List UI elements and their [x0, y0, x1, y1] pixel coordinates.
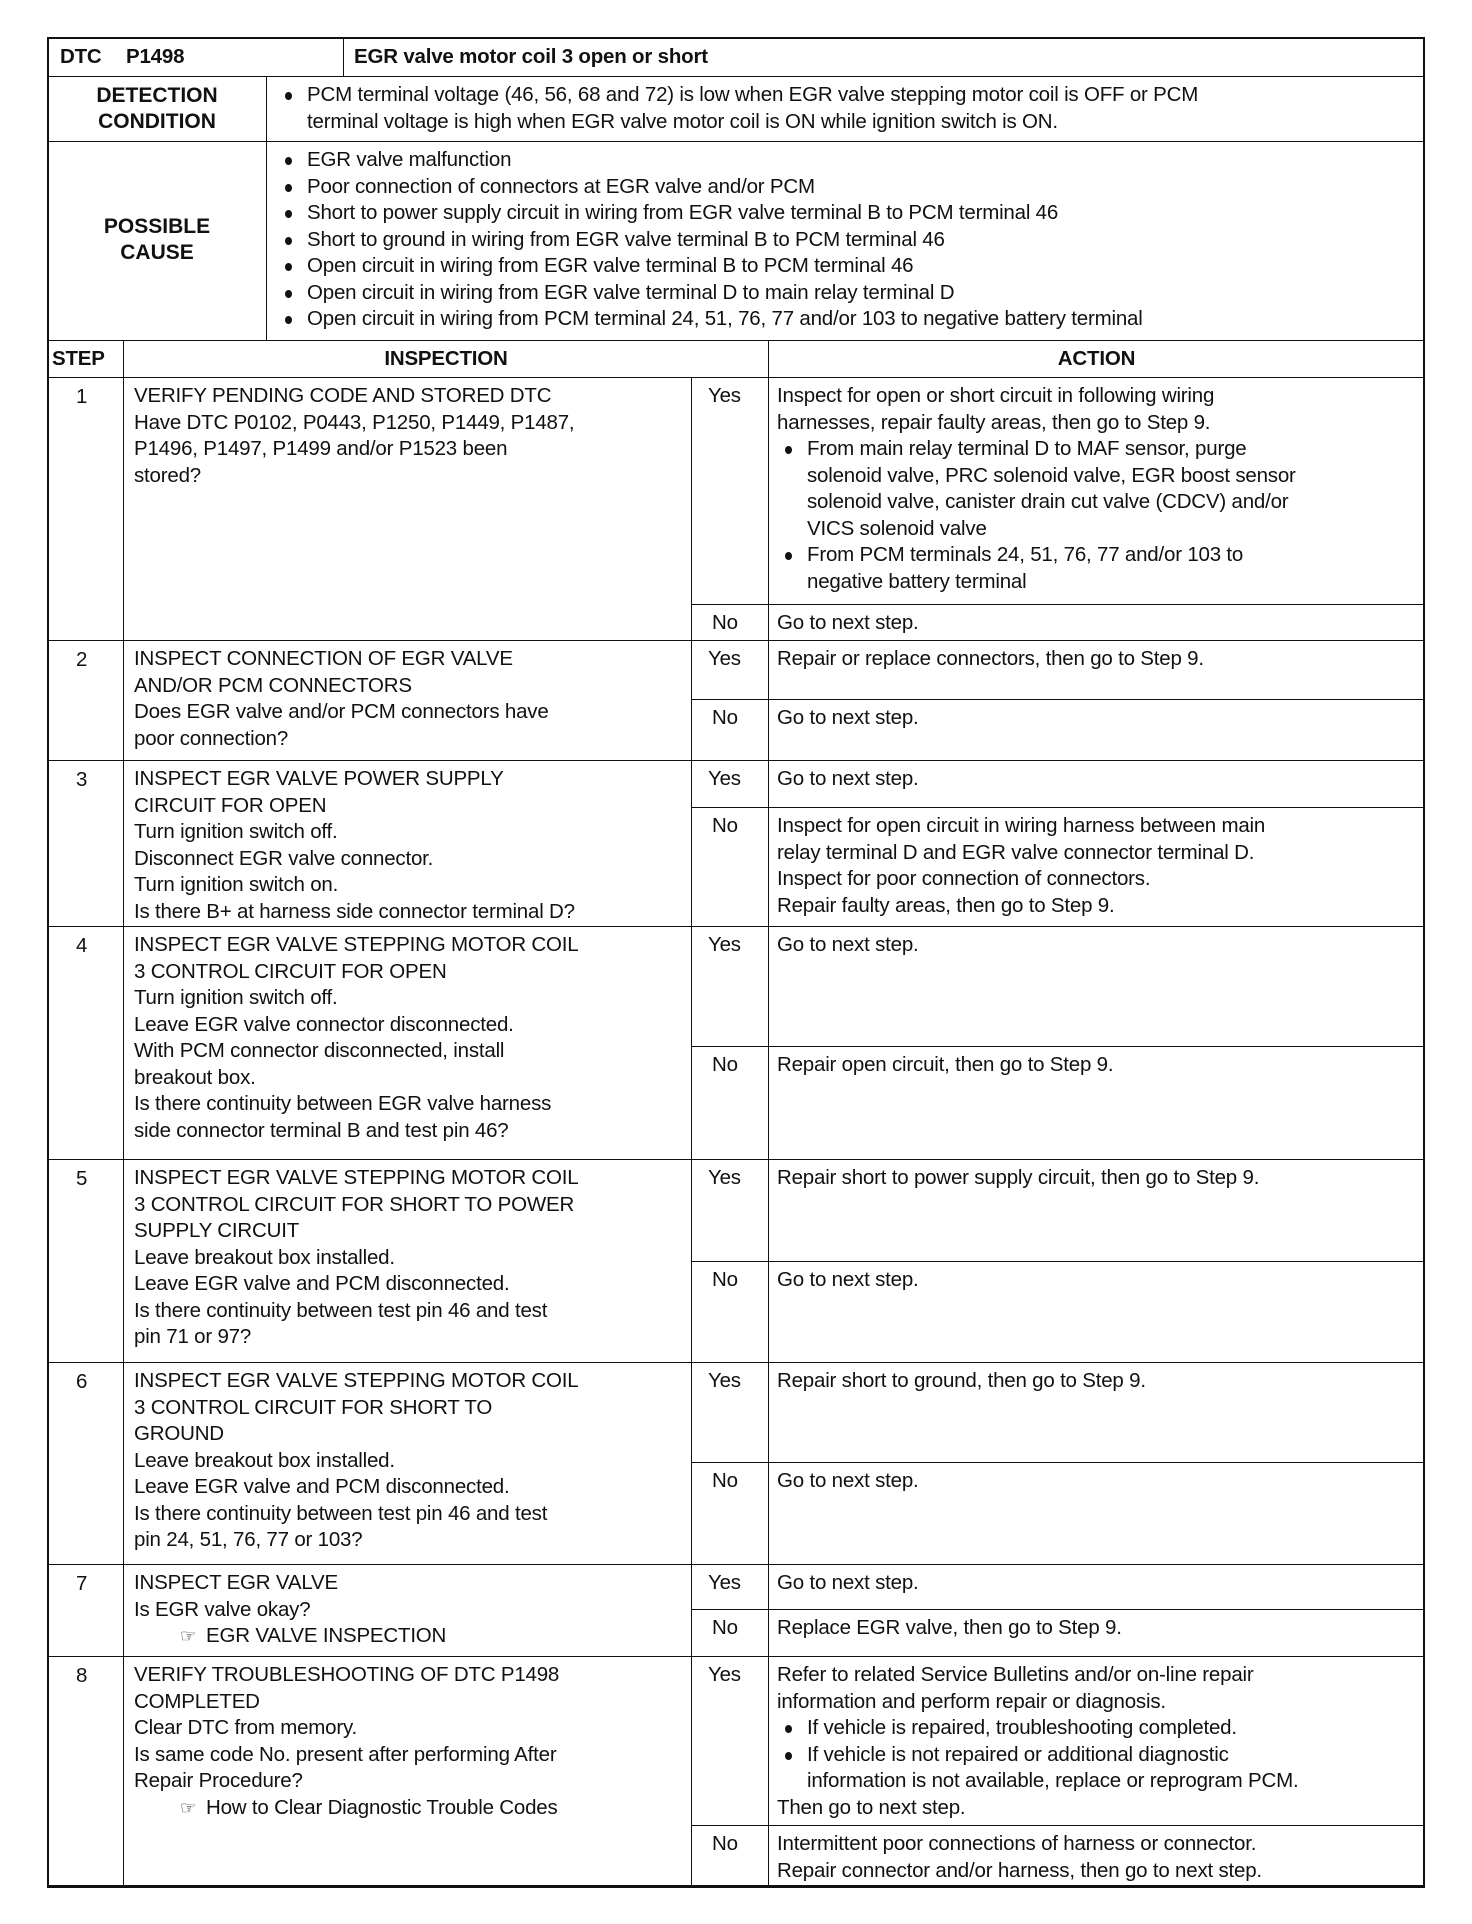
pointing-hand-icon: ☞	[180, 1797, 196, 1818]
text-line: negative battery terminal	[807, 569, 1027, 593]
no-label: No	[712, 611, 738, 634]
action-column-header: ACTION	[1057, 347, 1136, 370]
no-label-cell	[691, 1046, 769, 1160]
text-line: Leave breakout box installed.	[134, 1245, 395, 1269]
text-line: COMPLETED	[134, 1689, 260, 1713]
no-label: No	[712, 814, 738, 837]
yes-action-cell	[768, 1564, 1425, 1610]
yes-label-cell	[691, 760, 769, 808]
text-line: Replace EGR valve, then go to Step 9.	[777, 1616, 1122, 1639]
text-line: Go to next step.	[777, 1268, 919, 1291]
step-header-cell	[47, 340, 124, 378]
dtc-title-cell	[343, 37, 1425, 77]
text-line: 3 CONTROL CIRCUIT FOR SHORT TO	[134, 1395, 493, 1419]
text-line: INSPECT EGR VALVE STEPPING MOTOR COIL	[134, 933, 579, 956]
inspection-cell	[123, 1656, 692, 1888]
step-column-header: STEP	[52, 347, 105, 370]
pointing-hand-icon: ☞	[180, 1626, 196, 1646]
text-line: VERIFY PENDING CODE AND STORED DTC	[134, 384, 552, 407]
text-line: Leave EGR valve and PCM disconnected.	[134, 1475, 510, 1498]
no-label-cell	[691, 699, 769, 761]
no-action-text	[777, 1831, 1262, 1884]
text-line: P1496, P1497, P1499 and/or P1523 been	[134, 437, 508, 460]
text-line: AND/OR PCM CONNECTORS	[134, 673, 412, 697]
dtc-code: P1498	[126, 45, 185, 68]
text-line: Leave EGR valve connector disconnected.	[134, 1012, 514, 1036]
step-number-cell	[47, 1564, 124, 1657]
text-line: Is there continuity between test pin 46 and test	[134, 1298, 548, 1322]
no-action-cell	[768, 604, 1425, 641]
text-line: Go to next step.	[777, 1469, 919, 1492]
text-line: Repair Procedure?	[134, 1769, 303, 1792]
inspection-column-header: INSPECTION	[384, 347, 508, 370]
bullet-line: Open circuit in wiring from EGR valve terminal B to PCM terminal 46	[277, 253, 1143, 280]
inspection-cell	[123, 377, 692, 641]
inspection-cell	[123, 1159, 692, 1363]
step-number-cell	[47, 377, 124, 641]
text-line: Go to next step.	[777, 933, 919, 956]
yes-action-text	[777, 1570, 919, 1597]
text-line: VICS solenoid valve	[807, 516, 987, 540]
step-number: 4	[76, 934, 88, 957]
dtc-code-cell	[47, 37, 344, 77]
text-line: INSPECT EGR VALVE	[134, 1571, 338, 1594]
step-number: 6	[76, 1370, 88, 1393]
no-action-cell	[768, 1825, 1425, 1888]
no-label-cell	[691, 1609, 769, 1657]
text-line: Turn ignition switch off.	[134, 820, 338, 843]
yes-label-cell	[691, 1362, 769, 1463]
text-line: harnesses, repair faulty areas, then go to Step 9.	[777, 410, 1211, 434]
step-number: 5	[76, 1167, 88, 1190]
text-line: Go to next step.	[777, 767, 919, 790]
text-line: INSPECT CONNECTION OF EGR VALVE	[134, 647, 513, 670]
text-line: Repair connector and/or harness, then go to next step.	[777, 1858, 1262, 1882]
bullet-line: Poor connection of connectors at EGR valve and/or PCM	[277, 174, 1143, 201]
yes-action-cell	[768, 926, 1425, 1047]
detection-label-line: DETECTION	[96, 84, 218, 107]
inspection-text	[134, 383, 574, 489]
text-line: Turn ignition switch on.	[134, 873, 339, 896]
step-number: 8	[76, 1664, 88, 1687]
step-number-cell	[47, 926, 124, 1160]
step-number-cell	[47, 1362, 124, 1565]
step-number: 1	[76, 385, 88, 408]
text-line: Does EGR valve and/or PCM connectors have	[134, 700, 549, 723]
yes-action-text	[777, 383, 1296, 595]
yes-label-cell	[691, 640, 769, 700]
text-line: Repair or replace connectors, then go to Step 9.	[777, 647, 1204, 670]
no-action-text	[777, 813, 1265, 919]
text-line: GROUND	[134, 1422, 224, 1445]
text-line: INSPECT EGR VALVE POWER SUPPLY	[134, 767, 504, 790]
text-line: Leave EGR valve and PCM disconnected.	[134, 1272, 510, 1295]
action-header-cell	[768, 340, 1425, 378]
inspection-text	[134, 1662, 559, 1821]
no-label: No	[712, 1268, 738, 1291]
text-line: Repair short to power supply circuit, then go to Step 9.	[777, 1166, 1260, 1189]
text-line: solenoid valve, PRC solenoid valve, EGR boost sensor	[807, 463, 1296, 487]
yes-action-text	[777, 1165, 1259, 1192]
text-line: Disconnect EGR valve connector.	[134, 846, 434, 870]
no-action-text	[777, 1615, 1122, 1642]
text-line: Repair open circuit, then go to Step 9.	[777, 1053, 1114, 1076]
text-line: side connector terminal B and test pin 46?	[134, 1118, 509, 1142]
text-line: Then go to next step.	[777, 1795, 966, 1819]
no-action-text	[777, 1052, 1113, 1079]
no-action-cell	[768, 807, 1425, 927]
no-label-cell	[691, 1462, 769, 1565]
yes-label: Yes	[708, 1571, 741, 1594]
possible-cause-label-cell	[47, 141, 267, 341]
step-number-cell	[47, 1159, 124, 1363]
text-line: CIRCUIT FOR OPEN	[134, 793, 327, 817]
possible-cause-label-line: CAUSE	[120, 241, 194, 264]
yes-action-text	[777, 1368, 1146, 1395]
text-line: stored?	[134, 463, 201, 487]
text-line: Is there B+ at harness side connector terminal D?	[134, 899, 575, 923]
no-label: No	[712, 706, 738, 729]
text-line: information is not available, replace or reprogram PCM.	[807, 1769, 1299, 1792]
text-line: terminal voltage is high when EGR valve motor coil is ON while ignition switch is ON.	[307, 109, 1058, 133]
text-line: Turn ignition switch off.	[134, 986, 338, 1009]
inspection-cell	[123, 1564, 692, 1657]
detection-label-line: CONDITION	[98, 110, 216, 133]
yes-action-cell	[768, 1362, 1425, 1463]
yes-action-cell	[768, 1656, 1425, 1826]
yes-label: Yes	[708, 933, 741, 956]
bullet-line: EGR valve malfunction	[277, 147, 1143, 174]
step-number-cell	[47, 760, 124, 927]
text-line: Go to next step.	[777, 706, 919, 729]
yes-label: Yes	[708, 1369, 741, 1392]
yes-label: Yes	[708, 1663, 741, 1686]
text-line: SUPPLY CIRCUIT	[134, 1219, 300, 1242]
no-label: No	[712, 1053, 738, 1076]
text-line: Go to next step.	[777, 1571, 919, 1594]
yes-action-cell	[768, 1159, 1425, 1262]
text-line: relay terminal D and EGR valve connector terminal D.	[777, 840, 1255, 864]
no-action-cell	[768, 1462, 1425, 1565]
yes-label: Yes	[708, 767, 741, 790]
no-label-cell	[691, 1825, 769, 1888]
bullet-line: From PCM terminals 24, 51, 76, 77 and/or 103 to	[777, 542, 1296, 569]
step-number: 3	[76, 768, 88, 791]
text-line: solenoid valve, canister drain cut valve (CDCV) and/or	[807, 490, 1289, 513]
text-line: With PCM connector disconnected, install	[134, 1039, 505, 1062]
no-action-text	[777, 610, 919, 637]
inspection-text	[134, 1570, 446, 1650]
step-number: 2	[76, 648, 88, 671]
text-line: Intermittent poor connections of harness or connector.	[777, 1832, 1257, 1855]
reference-text: EGR VALVE INSPECTION	[206, 1624, 447, 1647]
dtc-label: DTC	[60, 45, 102, 68]
text-line: Is there continuity between EGR valve harness	[134, 1092, 552, 1115]
text-line: Inspect for open circuit in wiring harness between main	[777, 814, 1266, 837]
yes-action-cell	[768, 640, 1425, 700]
possible-cause-list-cell	[266, 141, 1425, 341]
text-line: Inspect for poor connection of connectors.	[777, 867, 1151, 890]
bullet-line: Short to ground in wiring from EGR valve terminal B to PCM terminal 46	[277, 227, 1143, 254]
no-action-cell	[768, 699, 1425, 761]
inspection-text	[134, 646, 549, 752]
text-line: Is same code No. present after performing After	[134, 1742, 557, 1766]
text-line: pin 71 or 97?	[134, 1325, 252, 1348]
reference-link[interactable]	[134, 1795, 559, 1822]
yes-label-cell	[691, 926, 769, 1047]
text-line: Inspect for open or short circuit in following wiring	[777, 384, 1215, 407]
step-number-cell	[47, 1656, 124, 1888]
yes-label: Yes	[708, 647, 741, 670]
text-line: information and perform repair or diagnosis.	[777, 1689, 1166, 1713]
bullet-line: Open circuit in wiring from PCM terminal 24, 51, 76, 77 and/or 103 to negative battery terminal	[277, 306, 1143, 333]
inspection-text	[134, 932, 578, 1144]
detection-label-cell	[47, 76, 267, 142]
text-line: Refer to related Service Bulletins and/or on-line repair	[777, 1663, 1254, 1686]
yes-label-cell	[691, 1564, 769, 1610]
no-label-cell	[691, 807, 769, 927]
yes-action-text	[777, 1662, 1298, 1821]
no-action-text	[777, 705, 919, 732]
text-line: INSPECT EGR VALVE STEPPING MOTOR COIL	[134, 1166, 579, 1189]
no-action-text	[777, 1267, 919, 1294]
detection-condition-cell	[266, 76, 1425, 142]
inspection-cell	[123, 926, 692, 1160]
text-line: 3 CONTROL CIRCUIT FOR SHORT TO POWER	[134, 1192, 575, 1216]
text-line: INSPECT EGR VALVE STEPPING MOTOR COIL	[134, 1369, 579, 1392]
text-line: Go to next step.	[777, 611, 919, 634]
no-label-cell	[691, 604, 769, 641]
reference-text: How to Clear Diagnostic Trouble Codes	[206, 1795, 558, 1819]
text-line: Is there continuity between test pin 46 and test	[134, 1501, 548, 1525]
no-action-text	[777, 1468, 919, 1495]
inspection-header-cell	[123, 340, 769, 378]
inspection-text	[134, 1368, 578, 1554]
text-line: 3 CONTROL CIRCUIT FOR OPEN	[134, 959, 447, 983]
yes-label: Yes	[708, 1166, 741, 1189]
dtc-title: EGR valve motor coil 3 open or short	[354, 45, 708, 68]
yes-label-cell	[691, 1159, 769, 1262]
text-line: Clear DTC from memory.	[134, 1716, 358, 1739]
yes-action-text	[777, 766, 919, 793]
bullet-line: If vehicle is repaired, troubleshooting completed.	[777, 1715, 1298, 1742]
bullet-line: Short to power supply circuit in wiring from EGR valve terminal B to PCM terminal 46	[277, 200, 1143, 227]
no-label-cell	[691, 1261, 769, 1363]
bullet-line: From main relay terminal D to MAF sensor, purge	[777, 436, 1296, 463]
text-line: pin 24, 51, 76, 77 or 103?	[134, 1528, 363, 1551]
no-action-cell	[768, 1046, 1425, 1160]
text-line: Is EGR valve okay?	[134, 1597, 311, 1621]
step-number: 7	[76, 1572, 88, 1595]
text-line: Have DTC P0102, P0443, P1250, P1449, P1487,	[134, 410, 575, 434]
text-line: Repair faulty areas, then go to Step 9.	[777, 893, 1115, 917]
text-line: Leave breakout box installed.	[134, 1448, 395, 1472]
no-action-cell	[768, 1609, 1425, 1657]
text-line: Repair short to ground, then go to Step 9.	[777, 1369, 1146, 1392]
reference-link[interactable]	[134, 1623, 446, 1650]
yes-label-cell	[691, 1656, 769, 1826]
no-label: No	[712, 1832, 738, 1855]
possible-cause-label-line: POSSIBLE	[103, 215, 211, 238]
no-action-cell	[768, 1261, 1425, 1363]
text-line: VERIFY TROUBLESHOOTING OF DTC P1498	[134, 1663, 560, 1686]
yes-action-cell	[768, 377, 1425, 605]
no-label: No	[712, 1469, 738, 1492]
no-label: No	[712, 1616, 738, 1639]
bullet-line: PCM terminal voltage (46, 56, 68 and 72) is low when EGR valve stepping motor coil is OFF or PCM	[277, 82, 1198, 109]
inspection-cell	[123, 1362, 692, 1565]
inspection-text	[134, 1165, 578, 1351]
bullet-line: If vehicle is not repaired or additional diagnostic	[777, 1742, 1298, 1769]
yes-action-text	[777, 932, 919, 959]
text-line: poor connection?	[134, 726, 289, 750]
yes-label-cell	[691, 377, 769, 605]
yes-label: Yes	[708, 384, 741, 407]
yes-action-cell	[768, 760, 1425, 808]
yes-action-text	[777, 646, 1204, 673]
bullet-line: Open circuit in wiring from EGR valve terminal D to main relay terminal D	[277, 280, 1143, 307]
inspection-cell	[123, 760, 692, 927]
inspection-cell	[123, 640, 692, 761]
step-number-cell	[47, 640, 124, 761]
inspection-text	[134, 766, 575, 925]
text-line: breakout box.	[134, 1065, 256, 1089]
